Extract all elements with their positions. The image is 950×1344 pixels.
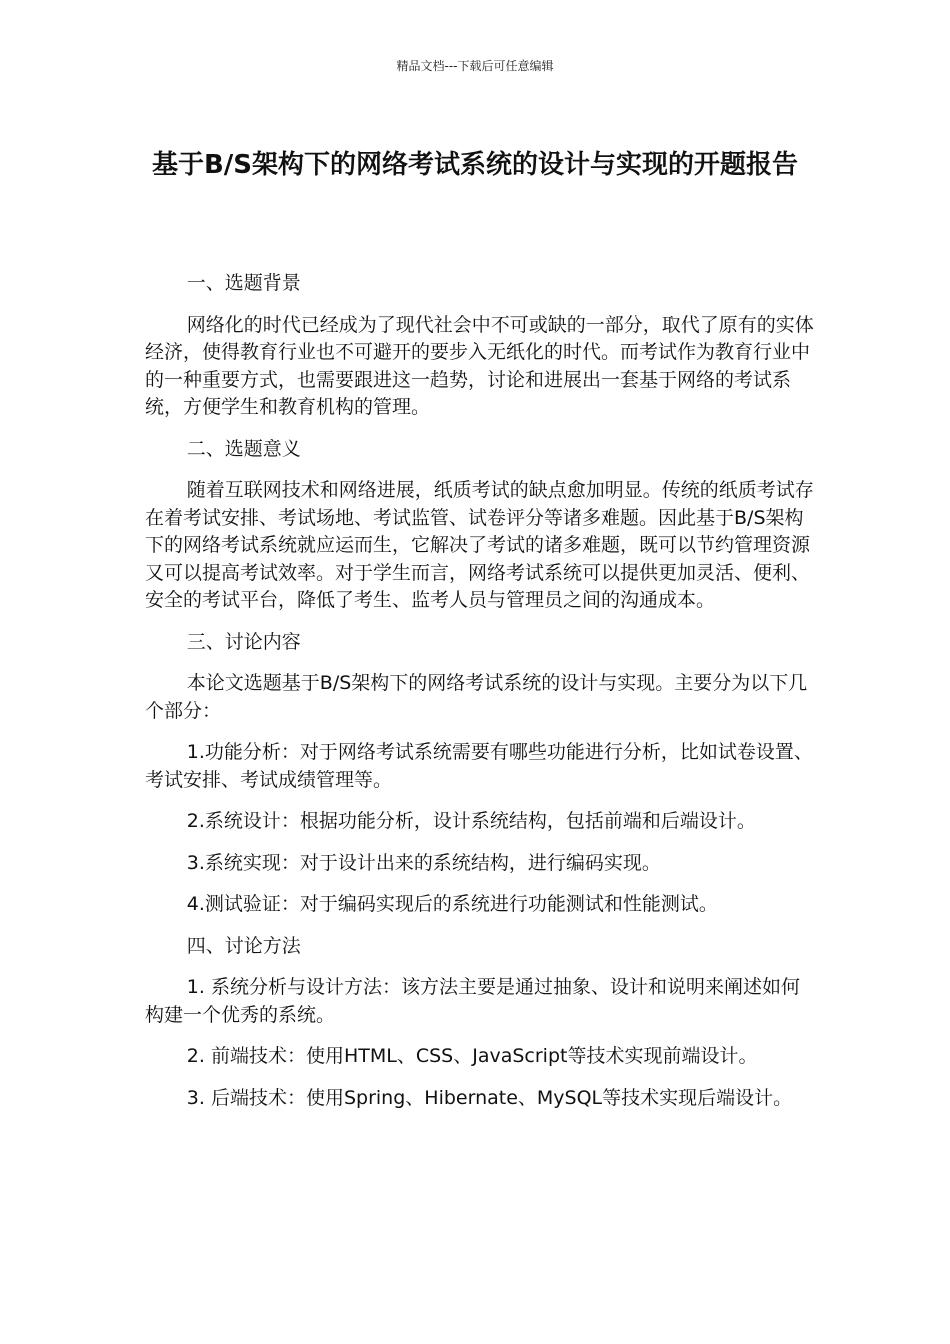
paragraph-background: 网络化的时代已经成为了现代社会中不可或缺的一部分，取代了原有的实体经济，使得教育行业也不可避开的要步入无纸化的时代。而考试作为教育行业中的一种重要方式，也需要跟进这一趋势，讨论和进展出一套基于网络的考试系统，方便学生和教育机构的管理。 bbox=[145, 313, 814, 418]
page-header-note: 精品文档---下载后可任意编辑 bbox=[396, 59, 554, 73]
list-item-system-implementation: 3.系统实现：对于设计出来的系统结构，进行编码实现。 bbox=[186, 851, 661, 874]
document-body bbox=[145, 270, 815, 1126]
section-heading-background: 一、选题背景 bbox=[186, 272, 301, 294]
list-item-analysis-method: 1. 系统分析与设计方法：该方法主要是通过抽象、设计和说明来阐述如何构建一个优秀的系统。 bbox=[145, 976, 800, 1026]
section-heading-content: 三、讨论内容 bbox=[186, 630, 301, 653]
list-item-backend-tech: 3. 后端技术：使用Spring、Hibernate、MySQL等技术实现后端设计。 bbox=[186, 1086, 793, 1109]
paragraph-content-intro: 本论文选题基于B/S架构下的网络考试系统的设计与实现。主要分为以下几个部分： bbox=[145, 672, 808, 722]
section-heading-methods: 四、讨论方法 bbox=[186, 934, 301, 957]
section-heading-significance: 二、选题意义 bbox=[186, 437, 301, 460]
document-title: 基于B/S架构下的网络考试系统的设计与实现的开题报告 bbox=[151, 150, 799, 180]
list-item-testing: 4.测试验证：对于编码实现后的系统进行功能测试和性能测试。 bbox=[186, 893, 718, 915]
paragraph-significance: 随着互联网技术和网络进展，纸质考试的缺点愈加明显。传统的纸质考试存在着考试安排、考试场地、考试监管、试卷评分等诸多难题。因此基于B/S架构下的网络考试系统就应运而生，它解决了考试的诸多难题，既可以节约管理资源又可以提高考试效率。对于学生而言，网络考试系统可以提供更加灵活、便利、安全的考试平台，降低了考生、监考人员与管理员之间的沟通成本。 bbox=[145, 479, 814, 611]
list-item-frontend-tech: 2. 前端技术：使用HTML、CSS、JavaScript等技术实现前端设计。 bbox=[186, 1045, 758, 1067]
list-item-system-design: 2.系统设计：根据功能分析，设计系统结构，包括前端和后端设计。 bbox=[186, 810, 756, 832]
list-item-function-analysis: 1.功能分析：对于网络考试系统需要有哪些功能进行分析，比如试卷设置、考试安排、考试成绩管理等。 bbox=[145, 741, 813, 791]
